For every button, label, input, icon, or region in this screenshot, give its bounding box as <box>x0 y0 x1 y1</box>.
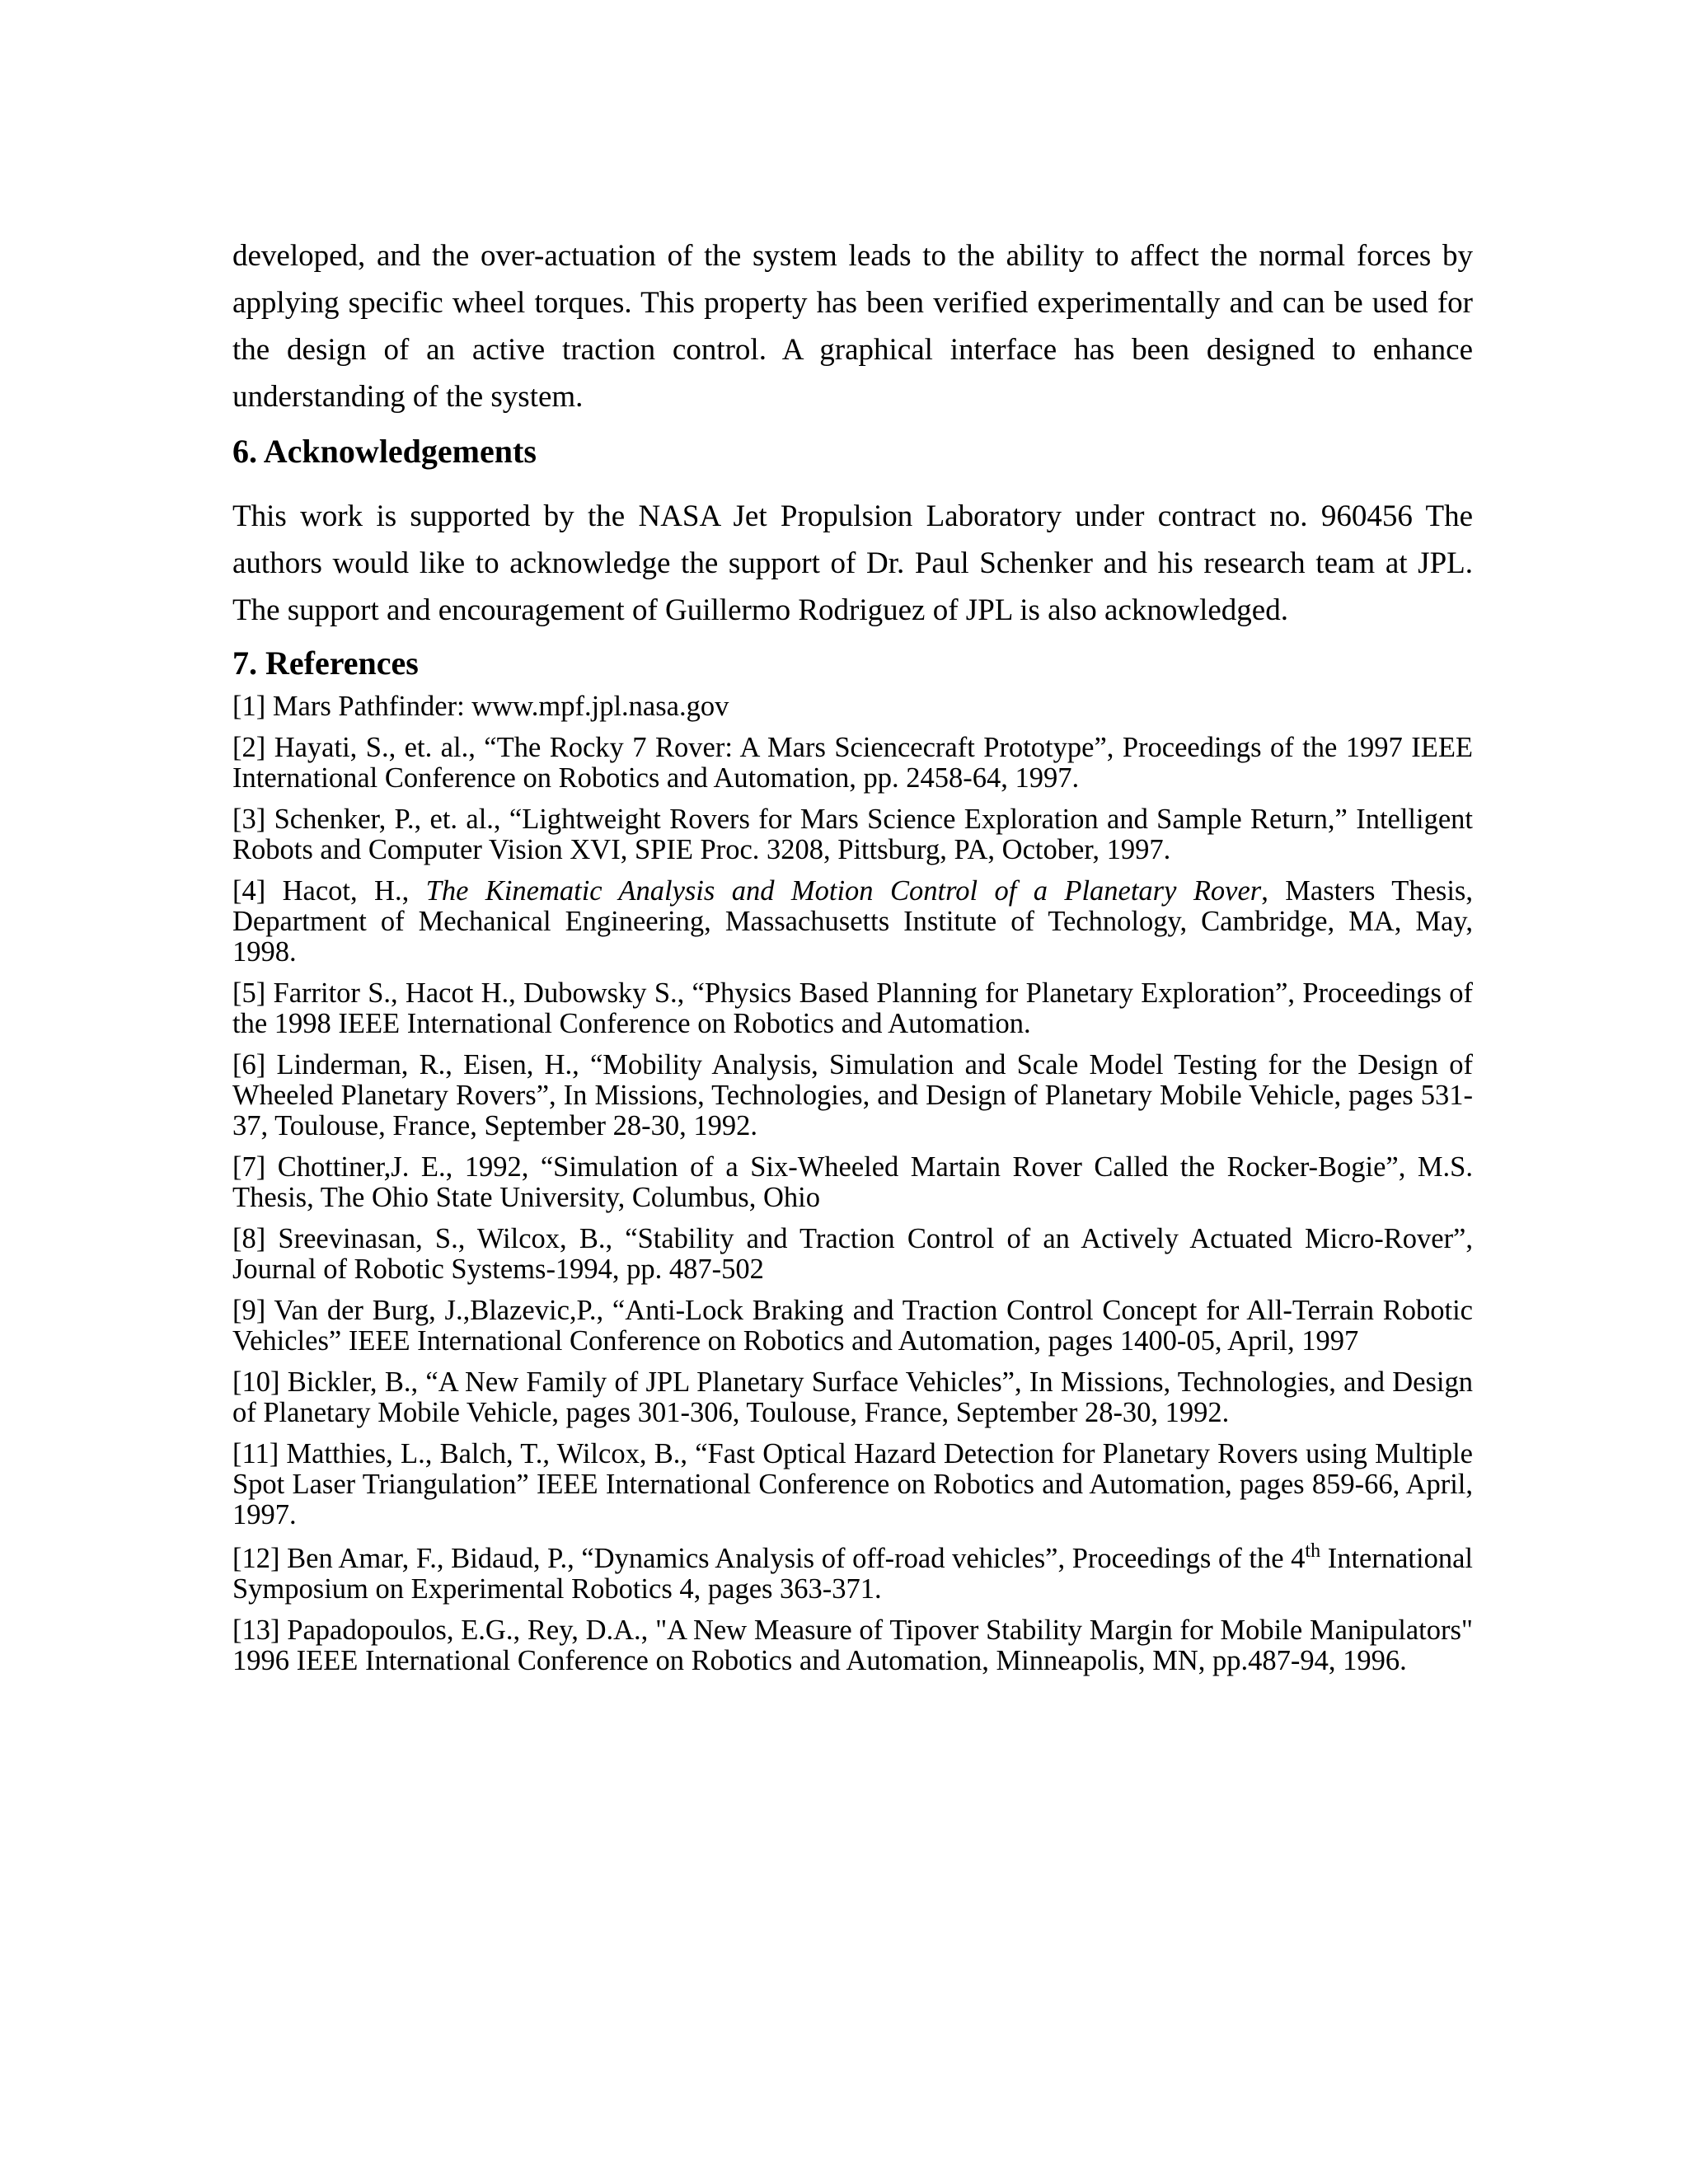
reference-4-title: The Kinematic Analysis and Motion Control of a Planetary Rover <box>425 875 1262 907</box>
reference-5: [5] Farritor S., Hacot H., Dubowsky S., “Physics Based Planning for Planetary Exploration”, Proceedings of the 1998 IEEE International Conference on Robotics and Automation. <box>232 977 1473 1039</box>
reference-11: [11] Matthies, L., Balch, T., Wilcox, B., “Fast Optical Hazard Detection for Planetary Rovers using Multiple Spot Laser Triangulation” IEEE International Conference on Robotics and Automation, pages 859-66, April, 1997. <box>232 1438 1473 1530</box>
acknowledgements-paragraph: This work is supported by the NASA Jet Propulsion Laboratory under contract no. 960456 The authors would like to acknowledge the support of Dr. Paul Schenker and his research team at JPL. The support and encouragement of Guillermo Rodriguez of JPL is also acknowledged. <box>232 499 1473 627</box>
reference-4-authors: [4] Hacot, H., <box>232 875 426 907</box>
reference-8: [8] Sreevinasan, S., Wilcox, B., “Stability and Traction Control of an Actively Actuated Micro-Rover”, Journal of Robotic Systems-1994, pp. 487-502 <box>232 1223 1473 1285</box>
intro-paragraph: developed, and the over-actuation of the system leads to the ability to affect the normal forces by applying specific wheel torques. This property has been verified experimentally and can be used for the design of an active traction control. A graphical interface has been designed to enhance understanding of the system. <box>232 239 1473 414</box>
reference-13: [13] Papadopoulos, E.G., Rey, D.A., "A New Measure of Tipover Stability Margin for Mobile Manipulators" 1996 IEEE International Conference on Robotics and Automation, Minneapolis, MN, pp.487-94, 1996. <box>232 1615 1473 1676</box>
reference-7: [7] Chottiner,J. E., 1992, “Simulation of a Six-Wheeled Martain Rover Called the Rocker-Bogie”, M.S. Thesis, The Ohio State University, Columbus, Ohio <box>232 1151 1473 1213</box>
reference-1: [1] Mars Pathfinder: www.mpf.jpl.nasa.gov <box>232 691 729 722</box>
reference-12-details: International Symposium on Experimental Robotics 4, pages 363-371. <box>232 1543 1473 1605</box>
reference-6: [6] Linderman, R., Eisen, H., “Mobility Analysis, Simulation and Scale Model Testing for the Design of Wheeled Planetary Rovers”, In Missions, Technologies, and Design of Planetary Mobile Vehicle, pages 531-37, Toulouse, France, September 28-30, 1992. <box>232 1049 1473 1141</box>
reference-12-main: [12] Ben Amar, F., Bidaud, P., “Dynamics Analysis of off-road vehicles”, Proceedings of the 4 <box>232 1543 1306 1574</box>
reference-10: [10] Bickler, B., “A New Family of JPL Planetary Surface Vehicles”, In Missions, Technologies, and Design of Planetary Mobile Vehicle, pages 301-306, Toulouse, France, September 28-30, 1992. <box>232 1366 1473 1428</box>
reference-12-superscript: th <box>1305 1540 1321 1562</box>
references-heading: 7. References <box>232 644 419 682</box>
reference-3: [3] Schenker, P., et. al., “Lightweight Rovers for Mars Science Exploration and Sample Return,” Intelligent Robots and Computer Vision XVI, SPIE Proc. 3208, Pittsburg, PA, October, 1997. <box>232 804 1473 865</box>
reference-2: [2] Hayati, S., et. al., “The Rocky 7 Rover: A Mars Sciencecraft Prototype”, Proceedings of the 1997 IEEE International Conference on Robotics and Automation, pp. 2458-64, 1997. <box>232 732 1473 794</box>
reference-12 <box>232 1540 1473 1605</box>
reference-4 <box>232 876 1473 968</box>
reference-4-details: , Masters Thesis, Department of Mechanical Engineering, Massachusetts Institute of Technology, Cambridge, MA, May, 1998. <box>232 875 1473 968</box>
reference-9: [9] Van der Burg, J.,Blazevic,P., “Anti-Lock Braking and Traction Control Concept for All-Terrain Robotic Vehicles” IEEE International Conference on Robotics and Automation, pages 1400-05, April, 1997 <box>232 1295 1473 1357</box>
acknowledgements-heading: 6. Acknowledgements <box>232 433 537 470</box>
reference-list <box>232 691 1473 1676</box>
page-content <box>232 232 1473 1687</box>
